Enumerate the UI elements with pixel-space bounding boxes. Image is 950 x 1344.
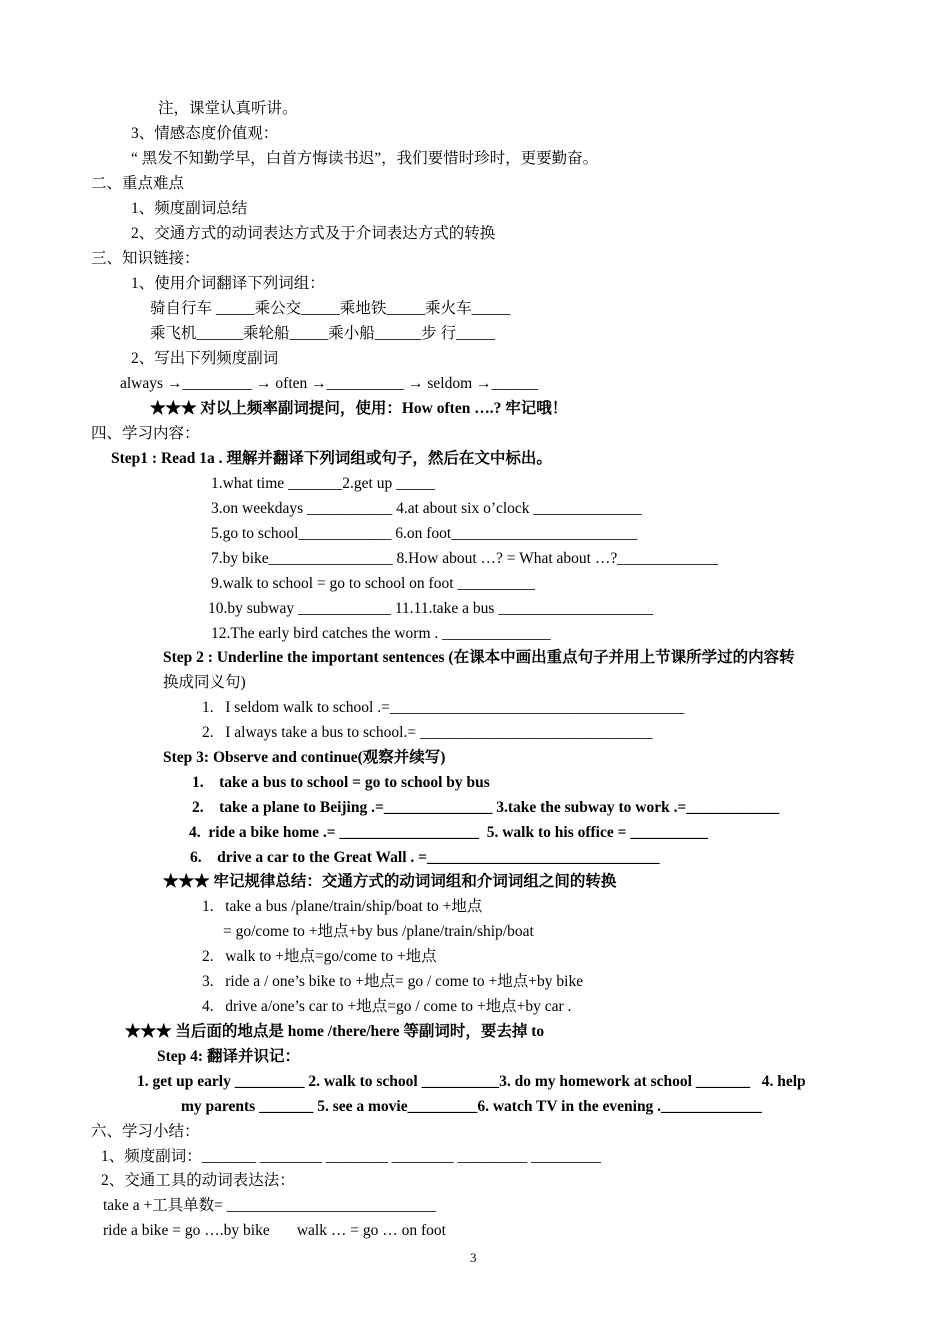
step-heading: Step 3: Observe and continue(观察并续写) [163,749,446,766]
page-number: 3 [470,1250,477,1265]
exercise-line: 2. take a plane to Beijing .=______________ 3.take the subway to work .=____________ [192,799,780,816]
exercise-line: 1、频度副词：_______ ________ ________ ________ _________ _________ [101,1148,601,1165]
text-line: ride a bike = go ….by bike walk … = go … on foot [103,1222,446,1239]
exercise-line: 7.by bike________________ 8.How about …? = What about …?_____________ [211,550,718,567]
section-heading: 二、重点难点 [91,175,185,192]
note-line: ★★★ 牢记规律总结：交通方式的动词词组和介词词组之间的转换 [163,873,617,890]
text-line: 换成同义句) [163,674,246,691]
exercise-line: take a +工具单数= ___________________________ [103,1197,437,1214]
exercise-line: 9.walk to school = go to school on foot __________ [211,575,535,592]
step-heading: Step1 : Read 1a . 理解并翻译下列词组或句子，然后在文中标出。 [111,450,552,467]
text-line: “ 黑发不知勤学早，白首方悔读书迟”，我们要惜时珍时，更要勤奋。 [131,150,599,167]
exercise-line: always →_________ → often →__________ → seldom →______ [120,375,539,392]
exercise-line: 5.go to school____________ 6.on foot________________________ [211,525,638,542]
exercise-line: 1.what time _______2.get up _____ [211,475,435,492]
text-line: 2、交通工具的动词表达法： [101,1172,295,1189]
exercise-line: 乘飞机______乘轮船_____乘小船______步 行_____ [150,325,495,342]
rule-line: 3. ride a / one’s bike to +地点= go / come to +地点+by bike [202,973,584,990]
text-line: 1、使用介词翻译下列词组： [131,275,325,292]
rule-line: 4. drive a/one’s car to +地点=go / come to +地点+by car . [202,998,572,1015]
text-line: 2、写出下列频度副词 [131,350,279,367]
rule-line: 1. take a bus /plane/train/ship/boat to +地点 [202,898,483,915]
note-line: ★★★ 当后面的地点是 home /there/here 等副词时，要去掉 to [125,1023,545,1040]
note-line: ★★★ 对以上频率副词提问，使用：How often ….? 牢记哦！ [150,400,568,417]
exercise-line: 2. I always take a bus to school.= ______________________________ [202,724,653,741]
section-heading: 三、知识链接： [91,250,200,267]
exercise-line: 12.The early bird catches the worm . ______________ [211,625,551,642]
exercise-line: 6. drive a car to the Great Wall . =______________________________ [190,849,660,866]
text-line: 注，课堂认真听讲。 [158,100,298,117]
exercise-line: 10.by subway ____________ 11.11.take a bus ____________________ [208,600,654,617]
step-heading: Step 2 : Underline the important sentences (在课本中画出重点句子并用上节课所学过的内容转 [163,649,795,666]
exercise-line: 4. ride a bike home .= __________________ 5. walk to his office = __________ [189,824,708,841]
exercise-line: 3.on weekdays ___________ 4.at about six o’clock ______________ [211,500,642,517]
exercise-line: 1. I seldom walk to school .=______________________________________ [202,699,685,716]
section-heading: 六、学习小结： [91,1123,200,1140]
section-heading: 四、学习内容： [91,425,200,442]
rule-line: 2. walk to +地点=go/come to +地点 [202,948,437,965]
exercise-line: 骑自行车 _____乘公交_____乘地铁_____乘火车_____ [150,300,511,317]
text-line: 3、情感态度价值观： [131,125,279,142]
exercise-line: 1. take a bus to school = go to school by bus [192,774,490,791]
exercise-line: my parents _______ 5. see a movie_________6. watch TV in the evening ._____________ [181,1098,762,1115]
text-line: 2、交通方式的动词表达方式及于介词表达方式的转换 [131,225,496,242]
exercise-line: 1. get up early _________ 2. walk to school __________3. do my homework at school _______ 4. help [137,1073,806,1090]
step-heading: Step 4: 翻译并识记： [157,1048,300,1065]
text-line: 1、频度副词总结 [131,200,248,217]
rule-line: = go/come to +地点+by bus /plane/train/ship/boat [223,923,534,940]
